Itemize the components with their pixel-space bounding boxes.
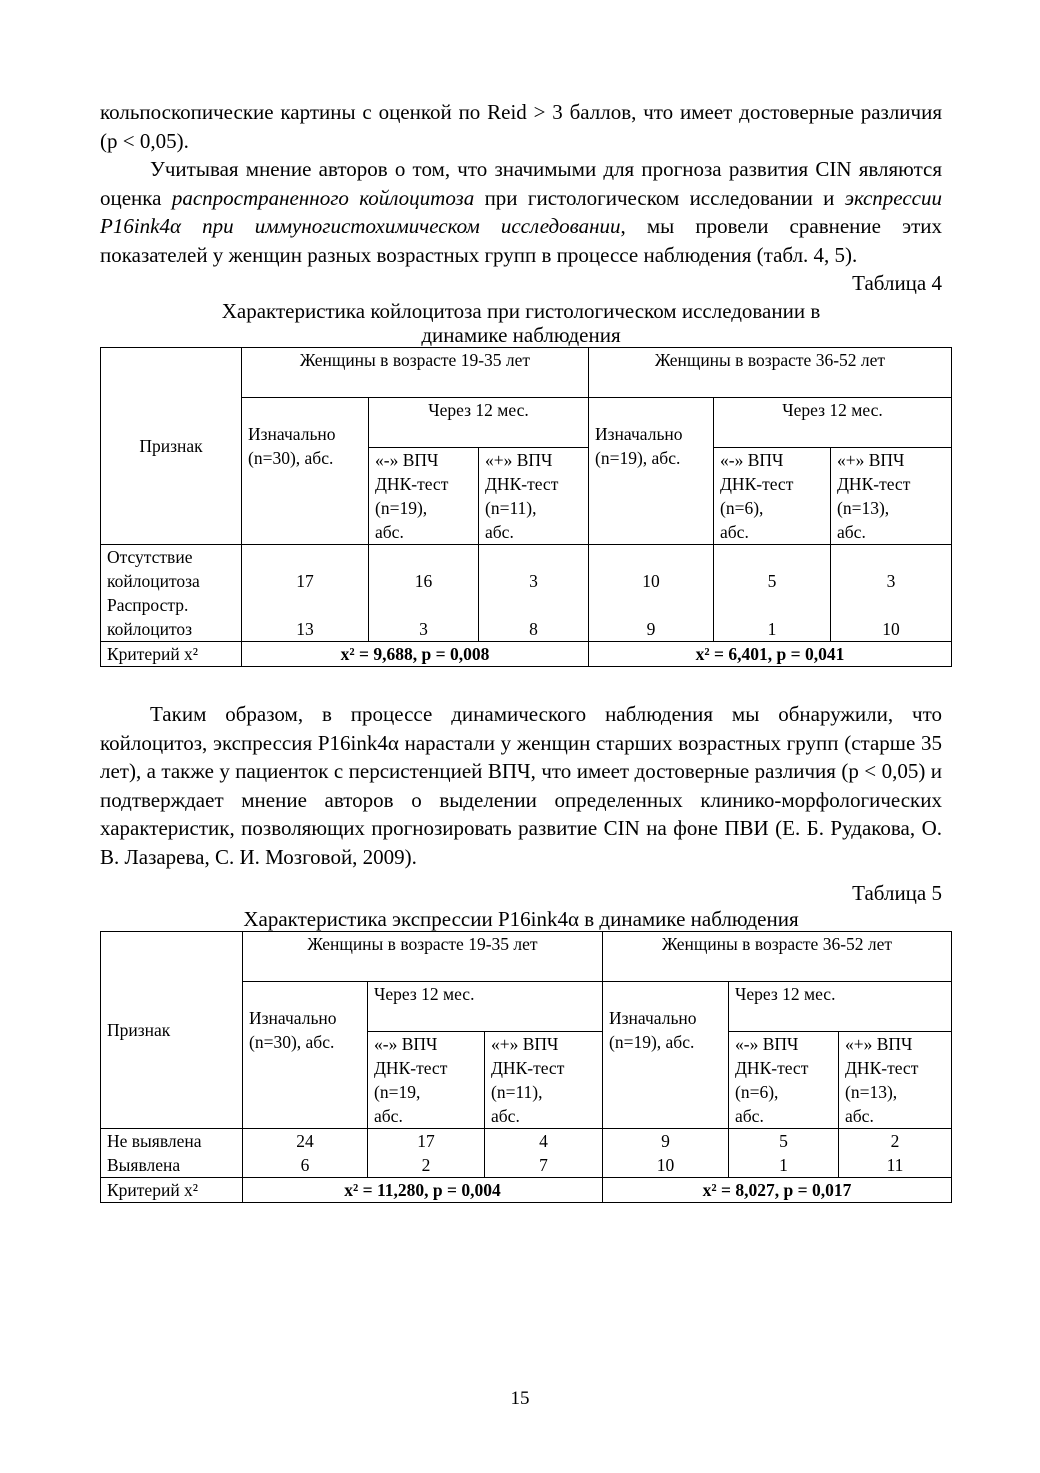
table-row [101, 545, 952, 642]
t5-neg2-l4: абс. [735, 1106, 764, 1126]
table4-neg2-header [714, 448, 831, 545]
table4-title-line2: динамике наблюдения [421, 323, 621, 347]
t5-pos1-l2: ДНК-тест [491, 1058, 565, 1078]
table4-initial2-header [589, 398, 714, 545]
t5-r2-c2: 2 [421, 1155, 431, 1175]
t4-r2-c4: 9 [646, 619, 656, 639]
table5-sign-header: Признак [101, 932, 243, 1129]
page-number: 15 [510, 1388, 530, 1409]
t4-r2-c5: 1 [767, 619, 777, 639]
t4-neg2-l4: абс. [720, 522, 749, 542]
t5-neg1-l1: «-» ВПЧ [374, 1034, 438, 1054]
paragraph-2-part-e: , мы провели сравнение этих показателей у женщин разных возрастных групп в процессе наблюдения (табл. 4, 5). [100, 214, 942, 267]
t5-neg2-l3: (n=6), [735, 1082, 779, 1102]
table4-group1-header: Женщины в возрасте 19-35 лет [242, 348, 589, 398]
t4-neg1-l3: (n=19), [375, 498, 428, 518]
table5-group2-header: Женщины в возрасте 36-52 лет [603, 932, 952, 982]
table5-initial2-line2: (n=19), абс. [609, 1032, 695, 1052]
t5-pos1-l3: (n=11), [491, 1082, 543, 1102]
t5-neg2-l1: «-» ВПЧ [735, 1034, 799, 1054]
t4-pos1-l1: «+» ВПЧ [485, 450, 553, 470]
paragraph-1: кольпоскопические картины с оценкой по Reid > 3 баллов, что имеет достоверные различия (р < 0,05). [100, 100, 942, 153]
table4-sign-header: Признак [101, 348, 242, 545]
t4-r1-c6: 3 [886, 571, 896, 591]
t5-r2-c5: 1 [779, 1155, 788, 1175]
t5-r2-c4: 10 [656, 1155, 675, 1175]
t4-col3 [479, 545, 589, 642]
table4-row-labels [101, 545, 242, 642]
t5-neg2-l2: ДНК-тест [735, 1058, 809, 1078]
t4-label-2a: Распростр. [107, 595, 189, 615]
table4-criterion-2: х² = 6,401, р = 0,041 [589, 642, 952, 667]
t4-r2-c3: 8 [529, 619, 538, 639]
table5-neg2-header [729, 1032, 839, 1129]
t5-label-2: Выявлена [107, 1155, 181, 1175]
t5-r1-c6: 2 [890, 1131, 900, 1151]
t4-col1 [242, 545, 369, 642]
t4-r2-c1: 13 [296, 619, 314, 639]
t4-r1-c5: 5 [767, 571, 777, 591]
table5-initial2-line1: Изначально [609, 1008, 697, 1028]
table4-initial2-line2: (n=19), абс. [595, 448, 681, 468]
paragraph-2-italic-1: распространенного койлоцитоза [171, 185, 475, 210]
table5-criterion-label: Критерий х² [101, 1178, 243, 1203]
t5-r1-c4: 9 [661, 1131, 670, 1151]
table4-after12-header-1: Через 12 мес. [369, 398, 589, 448]
table5-pos2-header [839, 1032, 952, 1129]
paragraph-2-part-c: при гистологическом исследовании и [474, 185, 845, 210]
table5-criterion-1: х² = 11,280, р = 0,004 [243, 1178, 603, 1203]
t4-neg2-l1: «-» ВПЧ [720, 450, 784, 470]
table5-after12-header-2: Через 12 мес. [729, 982, 952, 1032]
t5-neg1-l3: (n=19, [374, 1082, 421, 1102]
table5-number: Таблица 5 [852, 881, 942, 905]
table5-criterion-2: х² = 8,027, р = 0,017 [603, 1178, 952, 1203]
table4-number: Таблица 4 [852, 271, 942, 295]
t4-r2-c2: 3 [419, 619, 428, 639]
t4-label-1a: Отсутствие [107, 547, 193, 567]
t5-r1-c2: 17 [417, 1131, 435, 1151]
t4-pos2-l4: абс. [837, 522, 866, 542]
table4-initial1-line1: Изначально [248, 424, 336, 444]
t5-col6 [839, 1129, 952, 1178]
table4-initial1-line2: (n=30), абс. [248, 448, 334, 468]
paragraph-2-part-a: Учитывая мнение авторов о том, что значимыми для прогноза развития CIN являются оценка [100, 157, 942, 210]
t5-pos2-l3: (n=13), [845, 1082, 898, 1102]
t5-pos2-l4: абс. [845, 1106, 874, 1126]
t5-pos1-l4: абс. [491, 1106, 520, 1126]
t4-neg2-l2: ДНК-тест [720, 474, 794, 494]
table5-initial1-header [243, 982, 368, 1129]
t4-r1-c4: 10 [642, 571, 660, 591]
t4-col5 [714, 545, 831, 642]
t4-neg1-l4: абс. [375, 522, 404, 542]
t5-pos1-l1: «+» ВПЧ [491, 1034, 559, 1054]
t5-neg1-l2: ДНК-тест [374, 1058, 448, 1078]
table-row [101, 642, 952, 667]
table4-pos1-header [479, 448, 589, 545]
paragraph-2-italic-2: экспрессии P16ink4α при иммуногистохимическом исследовании [100, 185, 942, 238]
t4-pos2-l3: (n=13), [837, 498, 890, 518]
t5-label-1: Не выявлена [107, 1131, 202, 1151]
t4-label-2b: койлоцитоз [107, 619, 193, 639]
t5-pos2-l1: «+» ВПЧ [845, 1034, 913, 1054]
table4-neg1-header [369, 448, 479, 545]
table4-pos2-header [831, 448, 952, 545]
t4-neg1-l1: «-» ВПЧ [375, 450, 439, 470]
table5-initial1-line1: Изначально [249, 1008, 337, 1028]
paragraph-3: Таким образом, в процессе динамического наблюдения мы обнаружили, что койлоцитоз, экспрессия Р16ink4α нарастали у женщин старших возрастных групп (старше 35 лет), а также у пациенток с персистенцией ВПЧ, что имеет достоверные различия (р < 0,05) и подтверждает мнение авторов о выделении определенных клинико-морфологических характеристик, позволяющих прогнозировать развитие CIN на фоне ПВИ (Е. Б. Рудакова, О. В. Лазарева, С. И. Мозговой, 2009). [100, 702, 942, 869]
table5-group1-header: Женщины в возрасте 19-35 лет [243, 932, 603, 982]
t5-neg1-l4: абс. [374, 1106, 403, 1126]
table5-initial1-line2: (n=30), абс. [249, 1032, 335, 1052]
t4-pos2-l1: «+» ВПЧ [837, 450, 905, 470]
paragraph-2 [100, 155, 942, 269]
table4-initial1-header [242, 398, 369, 545]
table5 [100, 931, 952, 1203]
table5-pos1-header [485, 1032, 603, 1129]
t4-pos2-l2: ДНК-тест [837, 474, 911, 494]
table4 [100, 347, 952, 667]
t4-pos1-l4: абс. [485, 522, 514, 542]
t5-r2-c6: 11 [886, 1155, 904, 1175]
t4-r1-c1: 17 [296, 571, 314, 591]
t5-col1 [243, 1129, 368, 1178]
t4-col4 [589, 545, 714, 642]
t4-pos1-l2: ДНК-тест [485, 474, 559, 494]
t5-r1-c3: 4 [539, 1131, 548, 1151]
table4-title-line1: Характеристика койлоцитоза при гистологическом исследовании в [221, 299, 821, 323]
t4-col2 [369, 545, 479, 642]
t4-r1-c3: 3 [529, 571, 538, 591]
table5-row-labels [101, 1129, 243, 1178]
t4-pos1-l3: (n=11), [485, 498, 537, 518]
t5-col5 [729, 1129, 839, 1178]
table4-criterion-label: Критерий х² [101, 642, 242, 667]
t5-col3 [485, 1129, 603, 1178]
table5-after12-header-1: Через 12 мес. [368, 982, 603, 1032]
table-row [101, 1178, 952, 1203]
table4-criterion-1: х² = 9,688, р = 0,008 [242, 642, 589, 667]
t4-col6 [831, 545, 952, 642]
t4-neg2-l3: (n=6), [720, 498, 764, 518]
t5-r1-c1: 24 [296, 1131, 314, 1151]
table5-neg1-header [368, 1032, 485, 1129]
t4-label-1b: койлоцитоза [107, 571, 200, 591]
t5-r2-c3: 7 [539, 1155, 548, 1175]
table4-initial2-line1: Изначально [595, 424, 683, 444]
table4-after12-header-2: Через 12 мес. [714, 398, 952, 448]
t5-col4 [603, 1129, 729, 1178]
t4-r1-c2: 16 [414, 571, 433, 591]
t5-r2-c1: 6 [300, 1155, 310, 1175]
t5-col2 [368, 1129, 485, 1178]
table-row [101, 1129, 952, 1178]
t4-r2-c6: 10 [882, 619, 900, 639]
table4-group2-header: Женщины в возрасте 36-52 лет [589, 348, 952, 398]
t4-neg1-l2: ДНК-тест [375, 474, 449, 494]
t5-pos2-l2: ДНК-тест [845, 1058, 919, 1078]
table5-initial2-header [603, 982, 729, 1129]
page-content [100, 98, 942, 1203]
table5-title: Характеристика экспрессии Р16ink4α в динамике наблюдения [243, 907, 799, 931]
t5-r1-c5: 5 [779, 1131, 788, 1151]
